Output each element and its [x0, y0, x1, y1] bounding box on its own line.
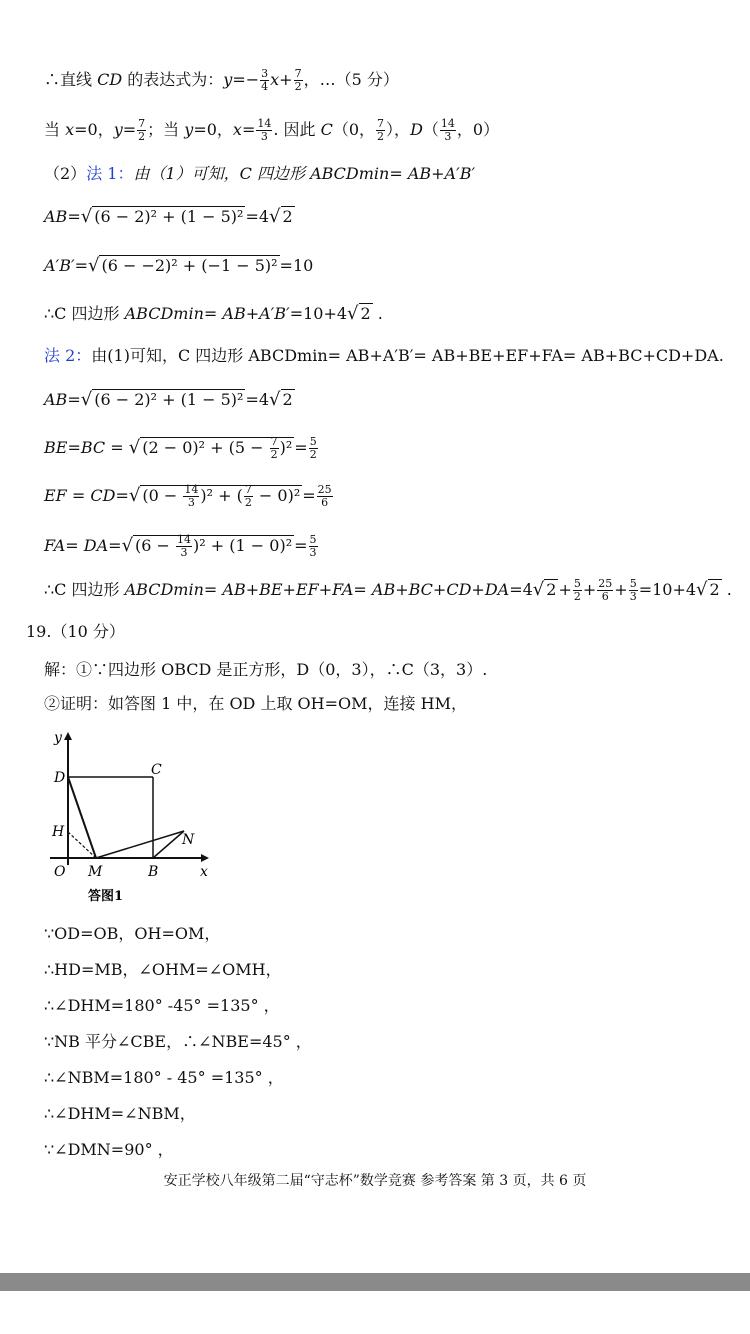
proof-line-7: ∵∠DMN=90° ， [44, 1140, 174, 1159]
proof-line-2: ∴HD=MB，∠OHM=∠OMH， [44, 960, 282, 979]
method-1-conclusion: ∴C 四边形 ABCDmin= AB+A′B′=10+4√ 2 . [44, 303, 383, 324]
part-2-label: （2） [44, 164, 87, 183]
fa-da-line: FA= DA=√ (6 − $\frac{14}{3}$ )² + (1 − 0)² = $\frac{5}{3}$ [44, 533, 317, 559]
be-bc-line: BE=BC = √ (2 − 0)² + (5 − $\frac{7}{2}$ )² = $\frac{5}{2}$ [44, 435, 317, 461]
solution-part-1: 解：①∵四边形 OBCD 是正方形，D（0，3），∴C（3，3）. [44, 660, 488, 679]
proof-line-3: ∴∠DHM=180° ‑45° =135° ， [44, 996, 280, 1015]
label-o: O [54, 864, 66, 880]
method-2-text: 由(1)可知，C 四边形 ABCDmin= AB+A′B′= AB+BE+EF+FA= AB+BC+CD+DA. [91, 346, 724, 365]
x-axis-arrow-icon [201, 854, 209, 862]
label-x: x [200, 864, 208, 880]
ab-distance-line: AB=√ (6 − 2)² + (1 − 5)² =4√ 2 [44, 206, 293, 227]
ef-cd-line: EF = CD=√ (0 − $\frac{14}{3}$ )² + ( $\frac{7}{2}$ − 0)² = $\frac{25}{6}$ [44, 483, 332, 509]
answer-line-cd-expression: ∴直线 CD 的表达式为：y=− $\frac{3}{4}$ x+ $\frac{7}{2}$ ，…（5 分） [44, 67, 399, 93]
page-footer: 安正学校八年级第二届“守志杯”数学竞赛 参考答案 第 3 页，共 6 页 [163, 1173, 587, 1189]
proof-line-6: ∴∠DHM=∠NBM， [44, 1104, 196, 1123]
bottom-bar [0, 1273, 750, 1291]
question-19-header: 19.（10 分） [26, 622, 125, 641]
label-y: y [54, 730, 62, 746]
figure-caption: 答图1 [88, 889, 124, 904]
label-m: M [88, 864, 103, 880]
method-1-line [44, 160, 475, 188]
y-axis-arrow-icon [64, 732, 72, 740]
method-2-label: 法 2： [44, 346, 92, 365]
label-b: B [148, 864, 159, 880]
segment-dm [68, 777, 96, 858]
method-1-label: 法 1： [86, 164, 134, 183]
method-2-conclusion: ∴C 四边形 ABCDmin= AB+BE+EF+FA= AB+BC+CD+DA=4√ 2 + $\frac{5}{2}$ + $\frac{25}{6}$ + $\frac{5}{3}$ =10+4√ 2 . [44, 577, 732, 603]
proof-line-4: ∵NB 平分∠CBE，∴∠NBE=45° ， [44, 1032, 312, 1051]
label-d: D [54, 770, 66, 786]
method-2-line [44, 342, 724, 370]
ab-prime-distance-line: A′B′=√ (6 − −2)² + (−1 − 5)² =10 [44, 255, 314, 276]
solution-part-2-intro: ②证明：如答图 1 中，在 OD 上取 OH=OM，连接 HM， [44, 694, 467, 713]
method-1-text: 由（1）可知，C 四边形 ABCDmin= AB+A′B′ [133, 164, 476, 183]
segment-mn [96, 831, 184, 858]
label-h: H [52, 824, 65, 840]
label-c: C [151, 762, 162, 778]
answer-line-intercepts: 当 x=0，y= $\frac{7}{2}$ ；当 y=0，x= $\frac{14}{3}$ . 因此 C（0， $\frac{7}{2}$ ），D（ $\frac{14}{3}$ ，0） [44, 117, 500, 143]
ab-distance-line-2: AB=√ (6 − 2)² + (1 − 5)² =4√ 2 [44, 389, 293, 410]
answer-figure-1 [46, 730, 216, 910]
label-n: N [182, 832, 195, 848]
proof-line-5: ∴∠NBM=180° ‑ 45° =135° ， [44, 1068, 284, 1087]
proof-line-1: ∵OD=OB，OH=OM， [44, 924, 221, 943]
